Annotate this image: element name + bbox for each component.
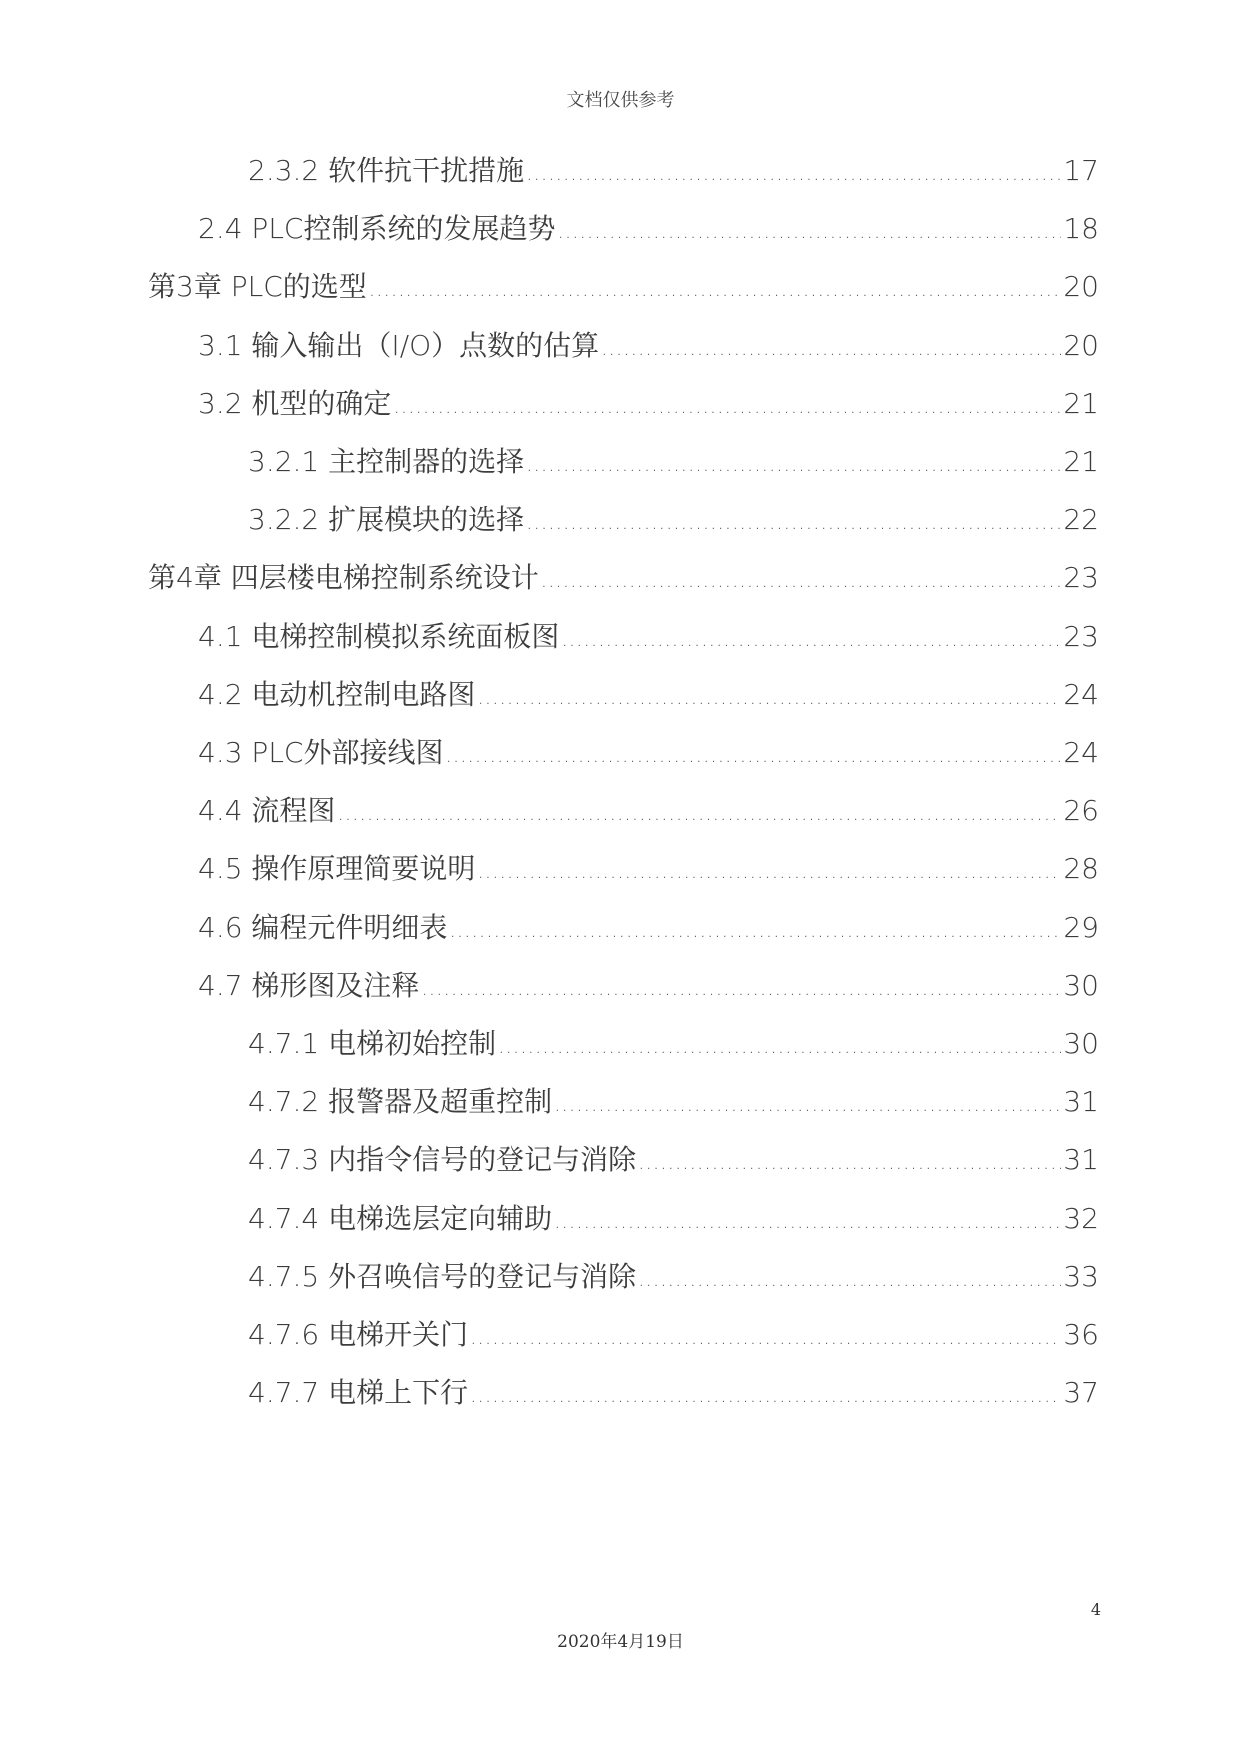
toc-entry-page-number: 24 (1063, 677, 1099, 711)
toc-entry-page-number: 23 (1063, 619, 1099, 653)
toc-entry[interactable] (248, 1139, 1099, 1181)
toc-entry-title: 4.7.6 电梯开关门 (248, 1318, 469, 1351)
toc-dot-leader (393, 385, 1061, 427)
toc-entry[interactable] (148, 557, 1099, 599)
toc-entry-title: 2.4 PLC控制系统的发展趋势 (198, 212, 556, 246)
toc-entry-title: 4.6 编程元件明细表 (198, 910, 448, 944)
toc-entry-title: 4.4 流程图 (198, 794, 336, 828)
toc-entry-page-number: 36 (1063, 1318, 1099, 1351)
toc-dot-leader (638, 1258, 1061, 1300)
toc-entry-title: 4.5 操作原理简要说明 (198, 852, 476, 886)
toc-dot-leader (449, 909, 1061, 951)
toc-entry-page-number: 21 (1063, 445, 1099, 478)
toc-dot-leader (601, 327, 1061, 369)
toc-entry[interactable] (248, 1372, 1099, 1414)
toc-entry-title: 4.7.2 报警器及超重控制 (248, 1085, 553, 1119)
toc-entry[interactable] (198, 790, 1099, 832)
toc-entry[interactable] (248, 1314, 1099, 1356)
toc-entry[interactable] (248, 1198, 1099, 1240)
toc-entry-title: 4.7.5 外召唤信号的登记与消除 (248, 1259, 637, 1293)
toc-entry-page-number: 22 (1063, 503, 1099, 537)
toc-dot-leader (470, 1374, 1061, 1416)
toc-entry-page-number: 30 (1063, 968, 1099, 1002)
toc-dot-leader (477, 850, 1061, 892)
toc-entry-page-number: 33 (1063, 1259, 1099, 1293)
toc-entry-page-number: 31 (1063, 1085, 1099, 1119)
toc-entry-title: 4.7.3 内指令信号的登记与消除 (248, 1143, 637, 1177)
toc-entry[interactable] (248, 150, 1099, 192)
toc-entry-title: 4.2 电动机控制电路图 (198, 677, 476, 711)
toc-dot-leader (526, 443, 1061, 485)
toc-entry-page-number: 29 (1063, 910, 1099, 944)
toc-entry-page-number: 17 (1063, 154, 1099, 187)
toc-entry-title: 2.3.2 软件抗干扰措施 (248, 154, 525, 187)
toc-entry[interactable] (198, 732, 1099, 774)
toc-entry[interactable] (198, 616, 1099, 658)
toc-entry[interactable] (248, 1081, 1099, 1123)
page-footer-date: 2020年4月19日 (557, 1632, 684, 1652)
toc-dot-leader (369, 268, 1062, 310)
toc-entry[interactable] (198, 965, 1099, 1007)
toc-entry-page-number: 20 (1063, 328, 1099, 362)
toc-entry-page-number: 37 (1063, 1376, 1099, 1410)
toc-dot-leader (470, 1316, 1061, 1358)
toc-dot-leader (638, 1141, 1061, 1183)
toc-entry-page-number: 23 (1063, 561, 1099, 595)
toc-entry[interactable] (198, 208, 1099, 250)
toc-entry[interactable] (198, 848, 1099, 890)
toc-dot-leader (526, 152, 1061, 194)
toc-dot-leader (557, 210, 1061, 252)
toc-dot-leader (445, 734, 1061, 776)
toc-entry[interactable] (198, 325, 1099, 367)
toc-entry-title: 3.2 机型的确定 (198, 386, 392, 420)
toc-entry-title: 3.2.2 扩展模块的选择 (248, 503, 525, 537)
toc-entry[interactable] (248, 1256, 1099, 1298)
toc-entry[interactable] (198, 383, 1099, 425)
toc-dot-leader (561, 618, 1061, 660)
toc-entry[interactable] (248, 499, 1099, 541)
toc-entry-page-number: 21 (1063, 386, 1099, 420)
toc-dot-leader (554, 1200, 1061, 1242)
page-header: 文档仅供参考 (566, 90, 675, 111)
toc-entry-page-number: 24 (1063, 736, 1099, 769)
toc-entry[interactable] (198, 907, 1099, 949)
toc-dot-leader (498, 1025, 1061, 1067)
toc-dot-leader (541, 559, 1062, 601)
toc-dot-leader (337, 792, 1061, 834)
toc-entry[interactable] (248, 441, 1099, 483)
toc-entry-page-number: 28 (1063, 852, 1099, 886)
page-number: 4 (1090, 1600, 1101, 1619)
toc-entry-title: 4.7.4 电梯选层定向辅助 (248, 1201, 553, 1235)
toc-entry-title: 4.3 PLC外部接线图 (198, 736, 444, 769)
toc-dot-leader (526, 501, 1061, 543)
toc-entry[interactable] (198, 674, 1099, 716)
toc-entry-page-number: 18 (1063, 212, 1099, 246)
toc-entry-title: 第3章 PLC的选型 (148, 270, 367, 304)
toc-dot-leader (421, 967, 1061, 1009)
toc-entry-page-number: 30 (1063, 1027, 1099, 1060)
toc-entry-title: 4.7 梯形图及注释 (198, 968, 420, 1002)
toc-entry-page-number: 32 (1063, 1201, 1099, 1235)
toc-entry-title: 4.7.1 电梯初始控制 (248, 1027, 497, 1060)
toc-dot-leader (477, 676, 1061, 718)
toc-entry-title: 第4章 四层楼电梯控制系统设计 (148, 561, 539, 595)
toc-entry[interactable] (248, 1023, 1099, 1065)
toc-entry-page-number: 31 (1063, 1143, 1099, 1177)
toc-entry-title: 3.2.1 主控制器的选择 (248, 445, 525, 478)
toc-entry[interactable] (148, 266, 1099, 308)
toc-entry-title: 3.1 输入输出（I/O）点数的估算 (198, 328, 600, 362)
toc-entry-title: 4.1 电梯控制模拟系统面板图 (198, 619, 560, 653)
toc-entry-page-number: 26 (1063, 794, 1099, 828)
toc-entry-page-number: 20 (1063, 270, 1099, 304)
toc-entry-title: 4.7.7 电梯上下行 (248, 1376, 469, 1410)
toc-dot-leader (554, 1083, 1061, 1125)
